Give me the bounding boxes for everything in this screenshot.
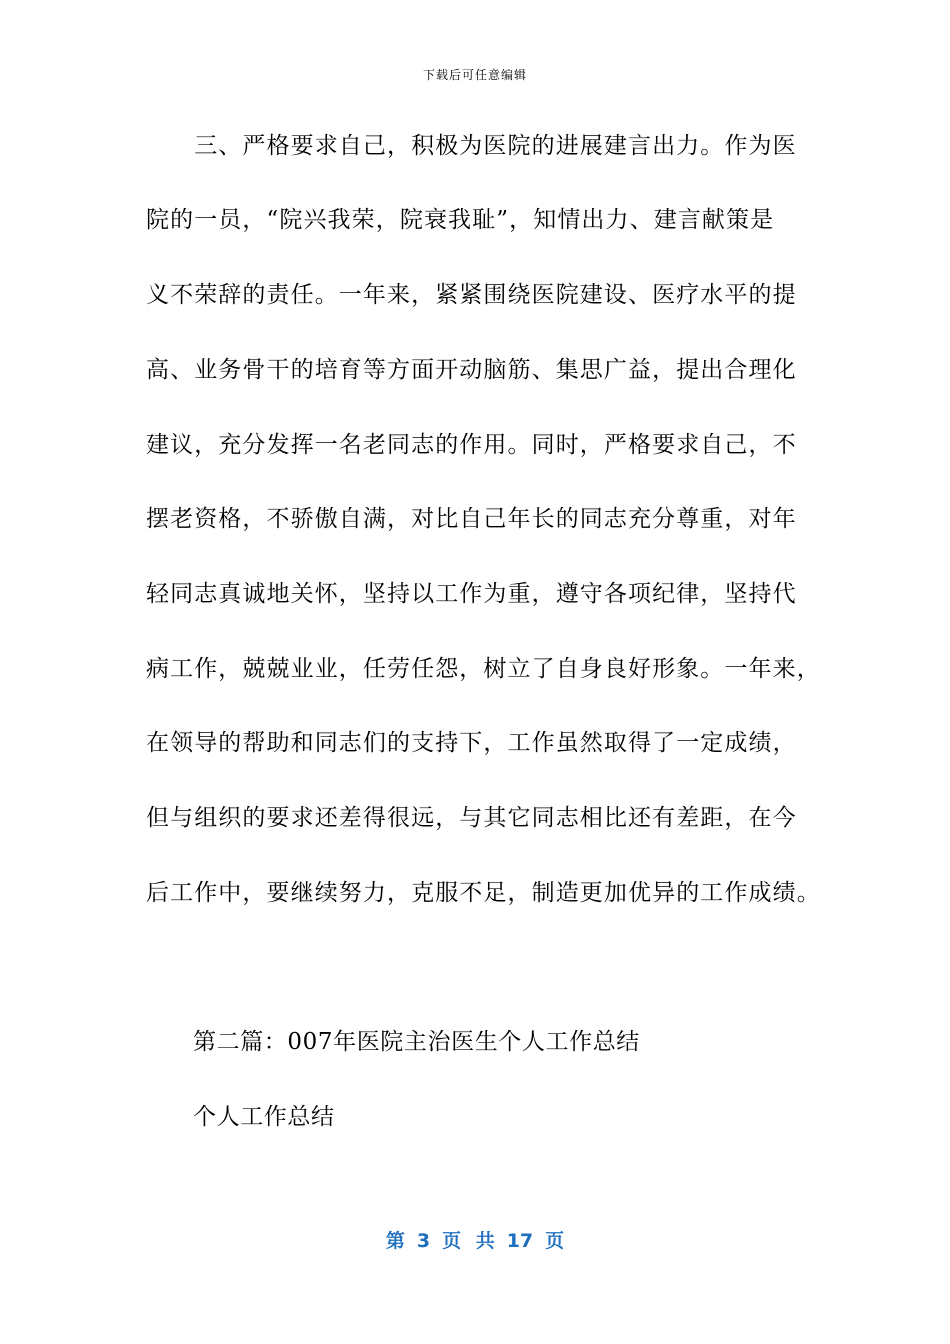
paragraph-line-8: 病工作，兢兢业业，任劳任怨，树立了自身良好形象。一年来， (146, 656, 821, 682)
paragraph-line-7: 轻同志真诚地关怀，坚持以工作为重，遵守各项纪律，坚持代 (146, 581, 797, 607)
paragraph-line-6: 摆老资格，不骄傲自满，对比自己年长的同志充分尊重，对年 (146, 506, 797, 532)
paragraph-line-1: 三、严格要求自己，积极为医院的进展建言出力。作为医 (146, 133, 797, 159)
section-title: 第二篇：007年医院主治医生个人工作总结 (193, 1029, 640, 1055)
paragraph-line-4: 高、业务骨干的培育等方面开动脑筋、集思广益，提出合理化 (146, 357, 797, 383)
header-note: 下载后可任意编辑 (422, 68, 527, 82)
paragraph-line-5: 建议，充分发挥一名老同志的作用。同时，严格要求自己，不 (146, 432, 797, 458)
paragraph-line-2: 院的一员，“院兴我荣，院衰我耻”，知情出力、建言献策是 (146, 207, 775, 233)
footer-suffix: 页 (545, 1230, 565, 1252)
page-footer (0, 1226, 950, 1253)
paragraph-line-11: 后工作中，要继续努力，克服不足，制造更加优异的工作成绩。 (146, 880, 821, 906)
footer-total-pages: 17 (506, 1230, 534, 1252)
paragraph-line-9: 在领导的帮助和同志们的支持下，工作虽然取得了一定成绩， (146, 730, 797, 756)
footer-prefix: 第 (385, 1230, 405, 1252)
footer-middle: 页 共 (442, 1230, 495, 1252)
paragraph-line-3: 义不荣辞的责任。一年来，紧紧围绕医院建设、医疗水平的提 (146, 282, 797, 308)
footer-page-number: 3 (416, 1230, 431, 1252)
section-subtitle: 个人工作总结 (193, 1104, 335, 1130)
paragraph-line-10: 但与组织的要求还差得很远，与其它同志相比还有差距，在今 (146, 805, 797, 831)
